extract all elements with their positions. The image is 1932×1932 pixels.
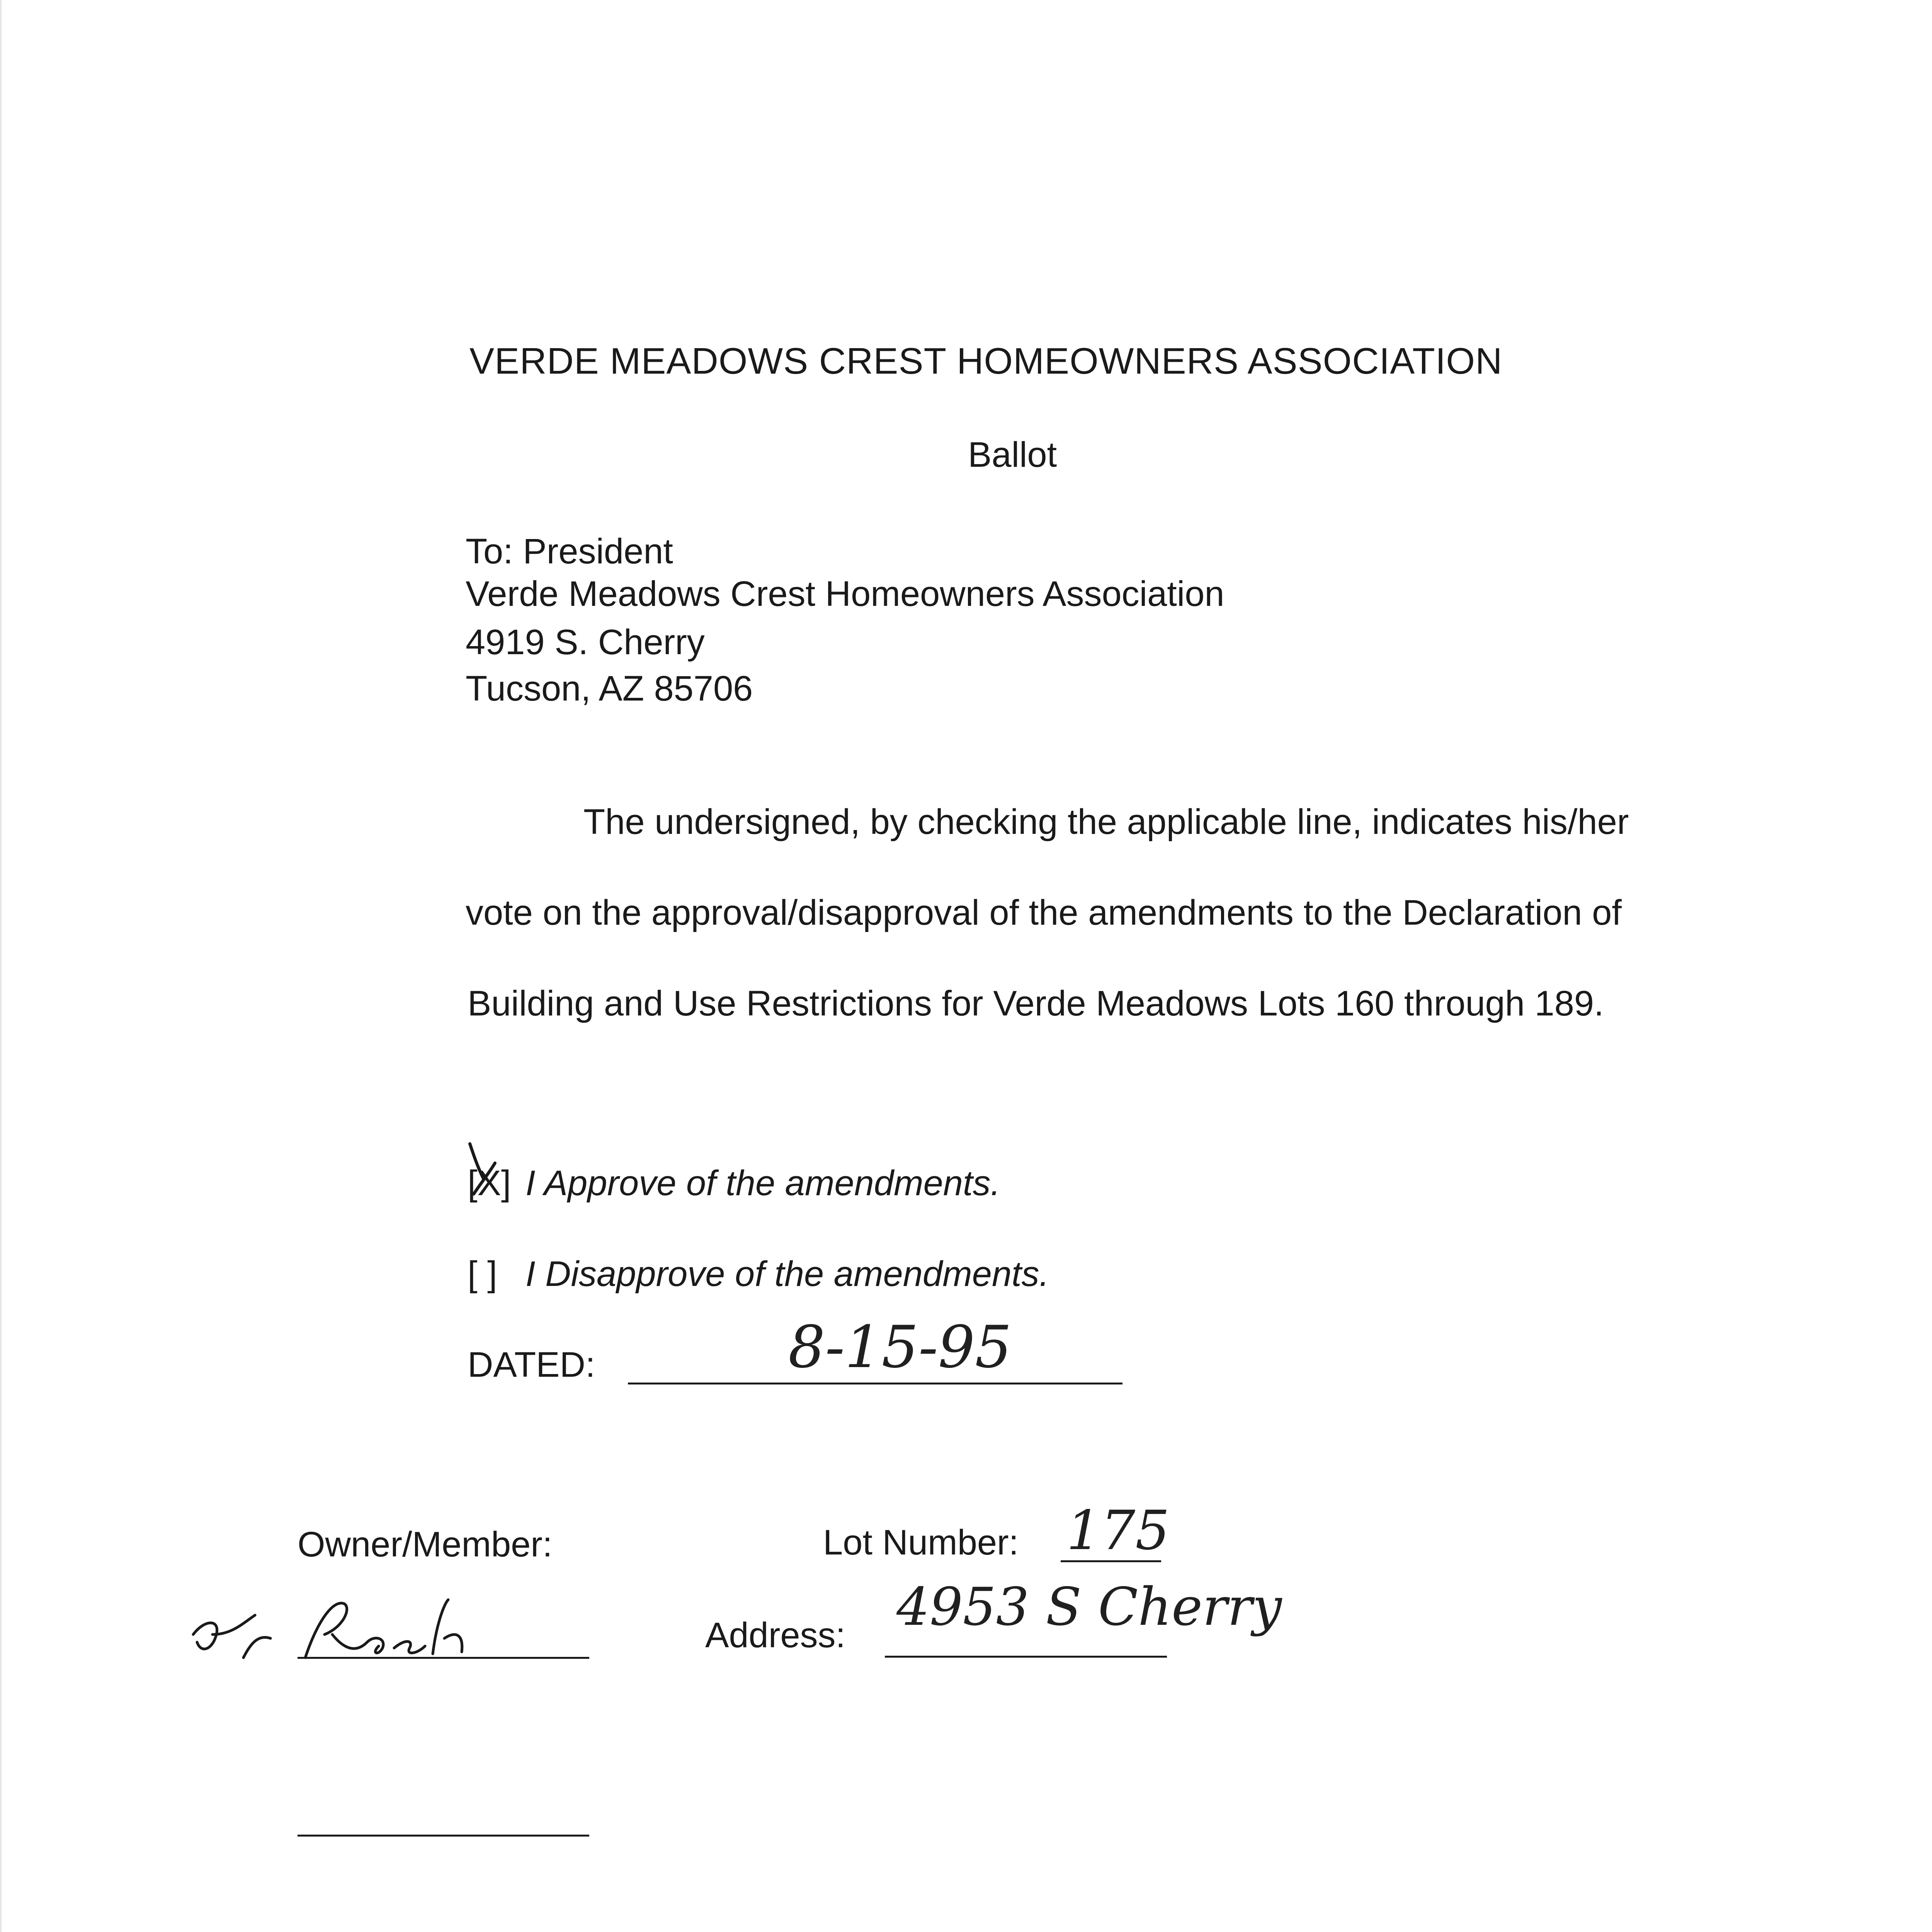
- owner-member-label: Owner/Member:: [298, 1525, 553, 1564]
- addressee-organization: Verde Meadows Crest Homeowners Association: [466, 574, 1225, 614]
- lot-number-label: Lot Number:: [823, 1523, 1019, 1562]
- address-value[interactable]: 4953 S Cherry: [896, 1577, 1282, 1637]
- disapprove-checkbox[interactable]: [ ]: [468, 1254, 497, 1294]
- approve-checkbox[interactable]: [X]: [468, 1163, 511, 1203]
- address-underline: [885, 1656, 1167, 1658]
- addressee-street: 4919 S. Cherry: [466, 622, 705, 662]
- body-paragraph-line-3: Building and Use Restrictions for Verde Meadows Lots 160 through 189.: [468, 984, 1604, 1023]
- body-paragraph-line-1: The undersigned, by checking the applicable line, indicates his/her: [583, 802, 1629, 842]
- scan-edge-left: [0, 0, 2, 1932]
- disapprove-label: I Disapprove of the amendments.: [526, 1254, 1049, 1294]
- dated-underline: [628, 1383, 1122, 1384]
- address-label: Address:: [705, 1616, 846, 1655]
- handwritten-check-mark: [462, 1140, 505, 1198]
- addressee-to-line: To: President: [466, 532, 673, 571]
- document-subtitle: Ballot: [968, 435, 1057, 474]
- owner-signature: [178, 1577, 526, 1677]
- dated-label: DATED:: [468, 1345, 595, 1384]
- dated-value[interactable]: 8-15-95: [788, 1314, 1012, 1381]
- approve-option[interactable]: [468, 1163, 1000, 1204]
- owner-signature-line: [298, 1657, 589, 1659]
- body-paragraph-line-2: vote on the approval/disapproval of the amendments to the Declaration of: [466, 893, 1622, 932]
- addressee-city: Tucson, AZ 85706: [466, 669, 753, 708]
- disapprove-option[interactable]: [468, 1254, 1049, 1294]
- co-owner-signature-line[interactable]: [298, 1835, 589, 1837]
- document-title: VERDE MEADOWS CREST HOMEOWNERS ASSOCIATION: [469, 340, 1503, 382]
- approve-label: I Approve of the amendments.: [526, 1163, 1001, 1203]
- lot-number-value[interactable]: 175: [1066, 1499, 1170, 1562]
